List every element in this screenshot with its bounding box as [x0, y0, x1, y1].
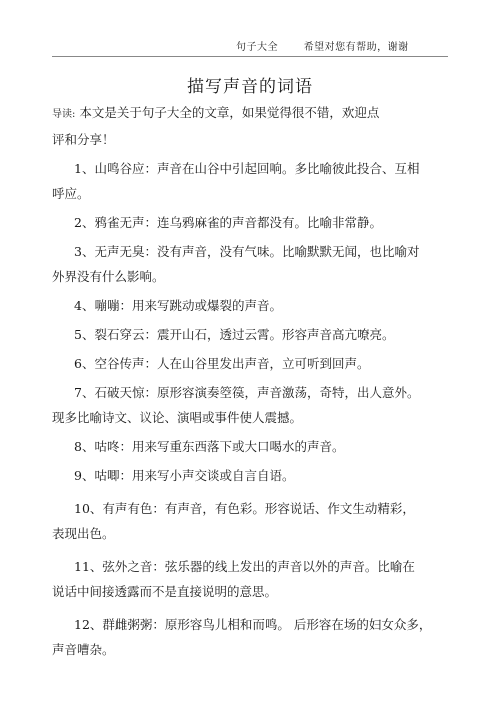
list-item: 12、群雌粥粥：原形容鸟儿相和而鸣。 后形容在场的妇女众多， 声音嘈杂。 — [52, 617, 432, 657]
list-item: 1、山鸣谷应：声音在山谷中引起回响。多比喻彼此投合、互相 呼应。 — [52, 161, 420, 201]
list-item: 5、裂石穿云：震开山石，透过云霄。形容声音高亢嘹亮。 — [74, 327, 395, 342]
list-item: 8、咕咚：用来写重东西落下或大口喝水的声音。 — [74, 439, 345, 454]
document-title: 描写声音的词语 — [187, 77, 313, 97]
page-header — [236, 38, 409, 53]
list-item: 11、弦外之音：弦乐器的线上发出的声音以外的声音。比喻在 说话中间接透露而不是直接说明的意思。 — [52, 559, 415, 599]
header-site-name: 句子大全 — [236, 42, 278, 53]
list-item: 6、空谷传声：人在山谷里发出声音，立可听到回声。 — [74, 356, 370, 371]
list-item: 4、嘣嘣：用来写跳动或爆裂的声音。 — [74, 298, 282, 313]
document-body — [52, 100, 432, 662]
list-item: 3、无声无臭：没有声音，没有气味。比喻默默无闻，也比喻对 外界没有什么影响。 — [52, 244, 420, 284]
list-item: 2、鸦雀无声：连乌鸦麻雀的声音都没有。比喻非常静。 — [74, 215, 382, 230]
list-item: 10、有声有色：有声音，有色彩。形容说话、作文生动精彩， 表现出色。 — [52, 501, 415, 541]
lead-label: 导读: — [52, 109, 76, 120]
list-item: 9、咕唧：用来写小声交谈或自言自语。 — [74, 468, 295, 483]
list-item: 7、石破天惊：原形容演奏箜篌，声音激荡，奇特，出人意外。 现多比喻诗文、议论、演唱或事件使人震撼。 — [52, 385, 420, 425]
lead-text-line-1: 本文是关于句子大全的文章，如果觉得很不错，欢迎点 — [79, 105, 380, 120]
lead-paragraph — [52, 100, 422, 152]
lead-text-line-2: 评和分享！ — [52, 132, 115, 147]
header-rule — [52, 56, 448, 57]
header-slogan: 希望对您有帮助，谢谢 — [303, 42, 409, 53]
